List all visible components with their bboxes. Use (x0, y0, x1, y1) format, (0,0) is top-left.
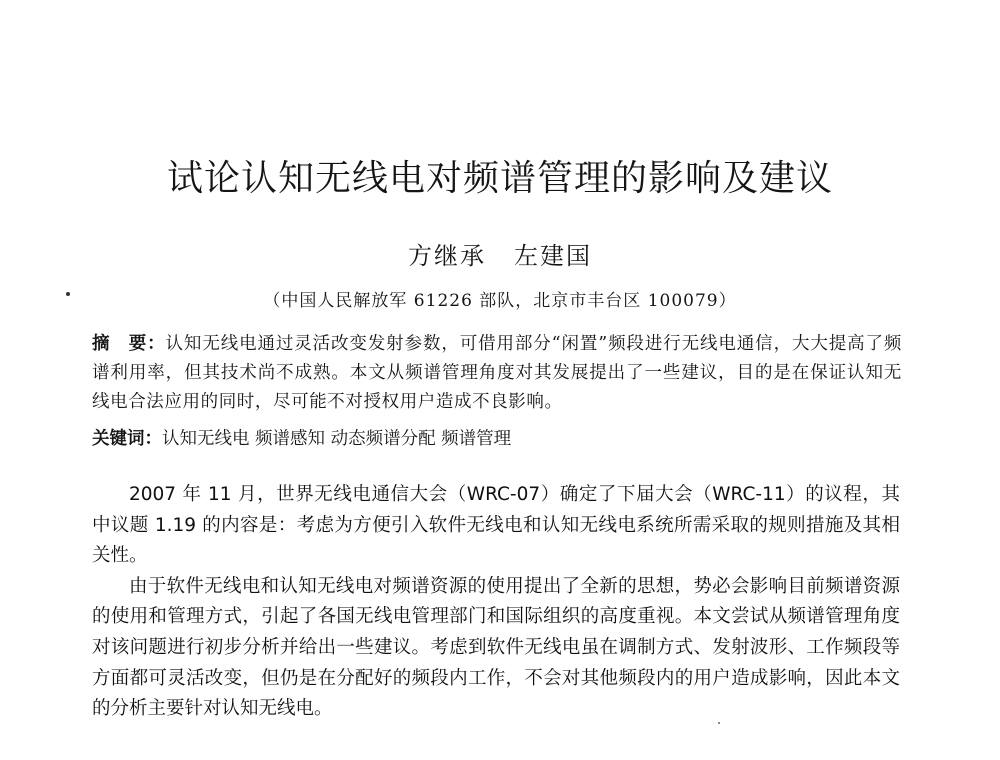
keywords (92, 425, 902, 454)
paper-title: 试论认知无线电对频谱管理的影响及建议 (166, 158, 833, 199)
author-first: 方继承 (408, 242, 486, 270)
abstract (92, 330, 902, 417)
scan-speck (718, 722, 720, 724)
abstract-text: 认知无线电通过灵活改变发射参数，可借用部分“闲置”频段进行无线电通信，大大提高了频谱利用率，但其技术尚不成熟。本文从频谱管理角度对其发展提出了一些建议，目的是在保证认知无线电合法应用的同时，尽可能不对授权用户造成不良影响。 (92, 334, 902, 412)
abstract-label: 摘 要： (92, 334, 166, 354)
body-text (92, 480, 900, 725)
affiliation: （中国人民解放军 61226 部队，北京市丰台区 100079） (263, 291, 737, 311)
authors (0, 236, 1000, 271)
keywords-label: 关键词： (92, 429, 162, 449)
body-paragraph-2: 由于软件无线电和认知无线电对频谱资源的使用提出了全新的思想，势必会影响目前频谱资源的使用和管理方式，引起了各国无线电管理部门和国际组织的高度重视。本文尝试从频谱管理角度对该问题进行初步分析并给出一些建议。考虑到软件无线电虽在调制方式、发射波形、工作频段等方面都可灵活改变，但仍是在分配好的频段内工作，不会对其他频段内的用户造成影响，因此本文的分析主要针对认知无线电。 (92, 575, 900, 720)
body-paragraph-1: 2007 年 11 月，世界无线电通信大会（WRC-07）确定了下届大会（WRC-11）的议程，其中议题 1.19 的内容是：考虑为方便引入软件无线电和认知无线电系统所需采取的规则措施及其相关性。 (92, 484, 900, 567)
author-second: 左建国 (514, 242, 592, 270)
keywords-text: 认知无线电 频谱感知 动态频谱分配 频谱管理 (162, 429, 512, 449)
